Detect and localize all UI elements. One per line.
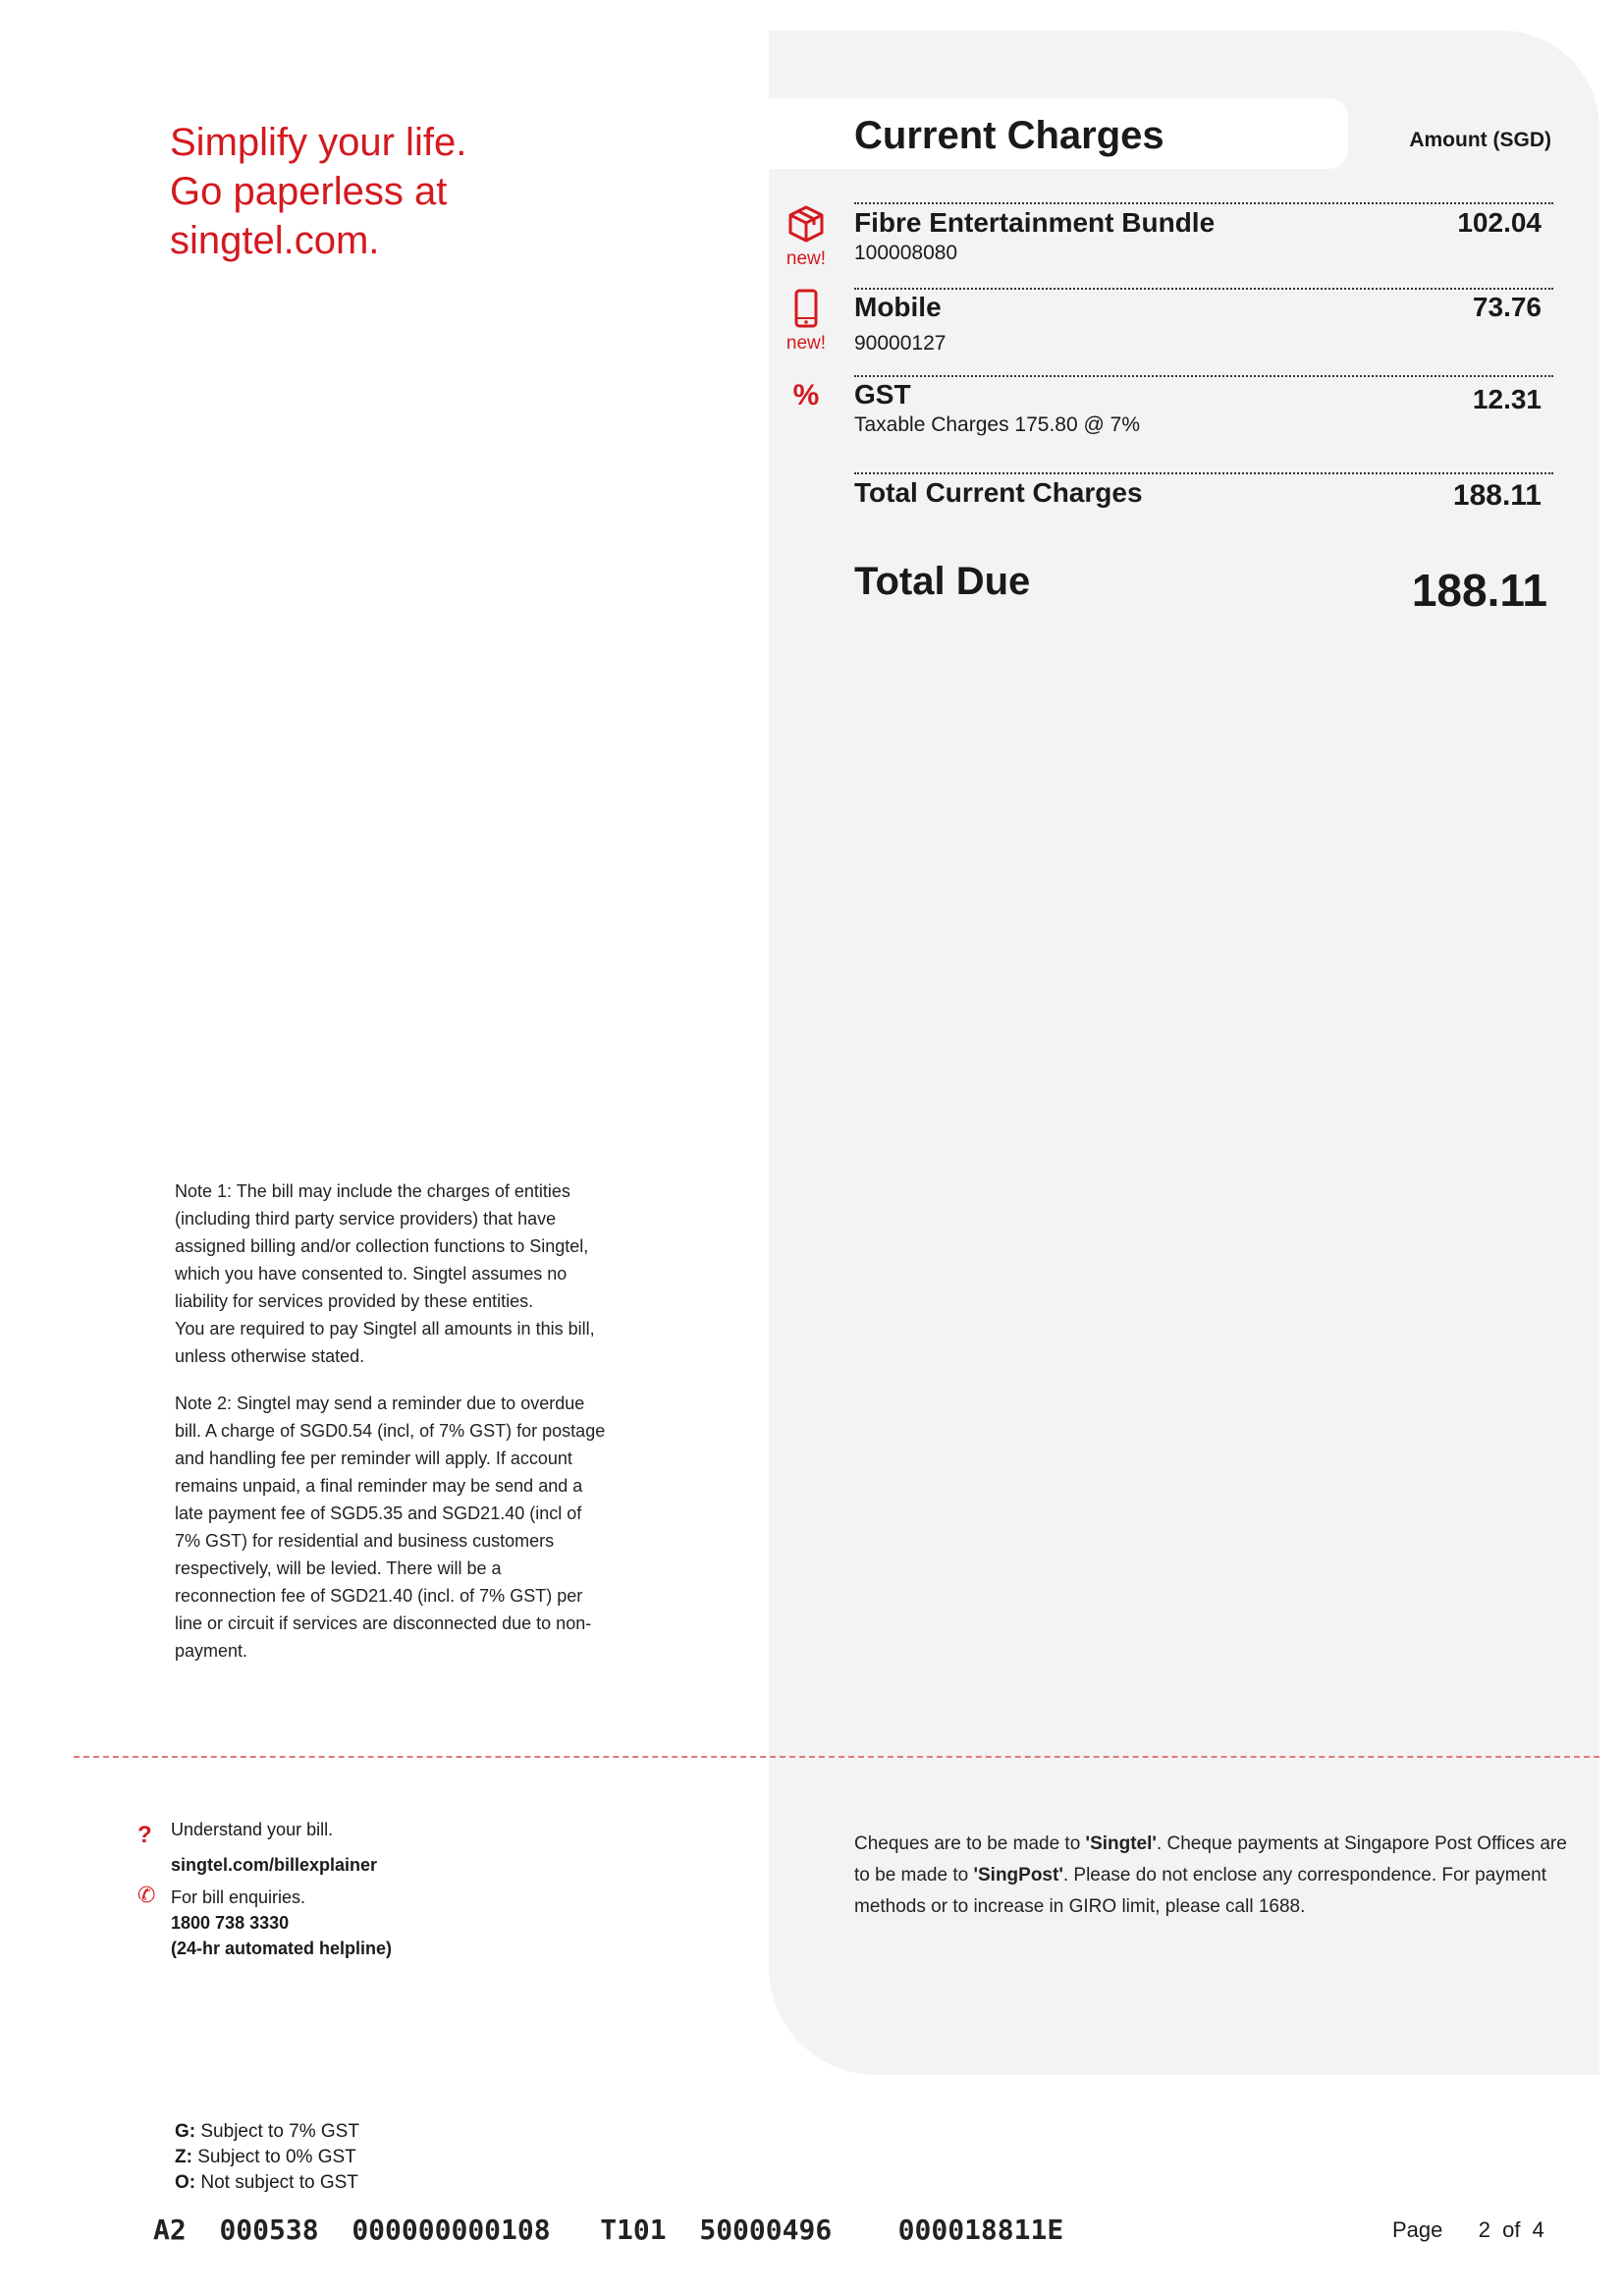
legend-row	[175, 2119, 359, 2145]
gst-legend	[175, 2119, 359, 2196]
enquiries-phone[interactable]: 1800 738 3330	[171, 1913, 290, 1933]
total-due-amount: 188.11	[1411, 565, 1547, 616]
package-icon	[786, 204, 826, 244]
page-label: Page	[1392, 2217, 1443, 2242]
total-current-charges-amount: 188.11	[1452, 479, 1542, 512]
total-current-charges-label: Total Current Charges	[854, 477, 1143, 508]
note-line: assigned billing and/or collection functions to Singtel,	[175, 1236, 589, 1256]
help-enquiries	[137, 1885, 392, 1961]
code-segment: A2	[153, 2214, 187, 2246]
note-line: line or circuit if services are disconnected due to non-	[175, 1613, 592, 1633]
legend-row	[175, 2170, 359, 2196]
cheque-text: . Please do not enclose any correspondence. For payment methods or to increase in GIRO limit, please call 1688.	[854, 1865, 1547, 1917]
legend-text: Not subject to GST	[195, 2172, 358, 2193]
cheque-instructions	[854, 1829, 1571, 1923]
total-due-label: Total Due	[854, 560, 1031, 603]
note-line: (including third party service providers) that have	[175, 1209, 557, 1229]
divider	[854, 288, 1553, 290]
note-line: 7% GST) for residential and business customers	[175, 1531, 555, 1551]
legend-code: Z:	[175, 2147, 192, 2167]
charge-item-detail: Taxable Charges 175.80 @ 7%	[854, 413, 1140, 436]
note-line: liability for services provided by these entities.	[175, 1291, 534, 1311]
charge-item-amount: 102.04	[1457, 207, 1542, 238]
help-understand	[137, 1820, 392, 1855]
understand-label: Understand your bill.	[171, 1820, 334, 1839]
note-line: unless otherwise stated.	[175, 1346, 365, 1366]
charge-item-amount: 73.76	[1472, 292, 1542, 322]
legend-code: G:	[175, 2121, 196, 2142]
promo-line-2: Go paperless at	[170, 170, 448, 213]
cheque-text: . Cheque payments at Singapore Post Offices are to be made to	[854, 1833, 1567, 1886]
new-badge: new!	[785, 248, 827, 269]
charge-item-name: Fibre Entertainment Bundle	[854, 207, 1216, 238]
note-line: bill. A charge of SGD0.54 (incl, of 7% GST) for postage	[175, 1421, 606, 1441]
note-line: and handling fee per reminder will apply. If account	[175, 1449, 572, 1468]
phone-icon: ✆	[137, 1883, 156, 1907]
legend-text: Subject to 0% GST	[191, 2147, 356, 2167]
divider	[854, 202, 1553, 204]
code-segment: 000000000108	[352, 2214, 551, 2246]
note-line: late payment fee of SGD5.35 and SGD21.40 (incl of	[175, 1503, 582, 1523]
payment-code-line	[153, 2214, 1063, 2246]
new-badge: new!	[785, 333, 827, 354]
charge-item-account: 100008080	[854, 242, 958, 264]
note-line: remains unpaid, a final reminder may be send and a	[175, 1476, 583, 1496]
note-line: respectively, will be levied. There will be a	[175, 1558, 502, 1578]
helpline-note: (24-hr automated helpline)	[171, 1939, 393, 1958]
amount-column-header: Amount (SGD)	[1409, 129, 1551, 151]
charge-item-icon	[776, 204, 837, 270]
note-line: reconnection fee of SGD21.40 (incl. of 7% GST) per	[175, 1586, 583, 1606]
note-line: payment.	[175, 1641, 248, 1661]
code-segment: 000538	[219, 2214, 319, 2246]
paperless-promo	[170, 118, 466, 265]
charge-item-amount: 12.31	[1472, 384, 1542, 414]
enquiries-label: For bill enquiries.	[171, 1887, 306, 1907]
current-charges-title: Current Charges	[854, 114, 1164, 157]
page-count: 2 of 4	[1478, 2217, 1544, 2242]
help-section	[137, 1820, 392, 1961]
note-line: Note 2: Singtel may send a reminder due to overdue	[175, 1394, 585, 1413]
cheque-payee-singtel: 'Singtel'	[1085, 1833, 1157, 1854]
page-number	[1392, 2217, 1544, 2243]
charge-item-name: Mobile	[854, 292, 942, 322]
bill-explainer-link[interactable]: singtel.com/billexplainer	[171, 1855, 378, 1875]
legend-row	[175, 2145, 359, 2170]
charge-item-icon	[776, 289, 837, 355]
mobile-phone-icon	[791, 289, 821, 328]
cheque-payee-singpost: 'SingPost'	[973, 1865, 1063, 1886]
question-icon: ?	[137, 1822, 152, 1848]
legend-code: O:	[175, 2172, 196, 2193]
note-line: which you have consented to. Singtel assumes no	[175, 1264, 568, 1284]
charge-item-name: GST	[854, 379, 911, 410]
promo-line-1: Simplify your life.	[170, 121, 467, 164]
notes	[175, 1177, 656, 1684]
charge-item-account: 90000127	[854, 332, 947, 355]
code-segment: T101	[600, 2214, 667, 2246]
note-line: Note 1: The bill may include the charges of entities	[175, 1181, 570, 1201]
promo-line-3: singtel.com.	[170, 219, 380, 262]
cheque-text: Cheques are to be made to	[854, 1833, 1086, 1854]
code-segment: 000018811E	[897, 2214, 1064, 2246]
note-1	[175, 1177, 656, 1370]
divider	[854, 472, 1553, 474]
code-segment: 50000496	[699, 2214, 833, 2246]
legend-text: Subject to 7% GST	[195, 2121, 359, 2142]
tear-off-line	[74, 1756, 1599, 1758]
divider	[854, 375, 1553, 377]
percent-icon: %	[792, 379, 820, 411]
note-line: You are required to pay Singtel all amounts in this bill,	[175, 1319, 595, 1339]
note-2	[175, 1390, 656, 1665]
